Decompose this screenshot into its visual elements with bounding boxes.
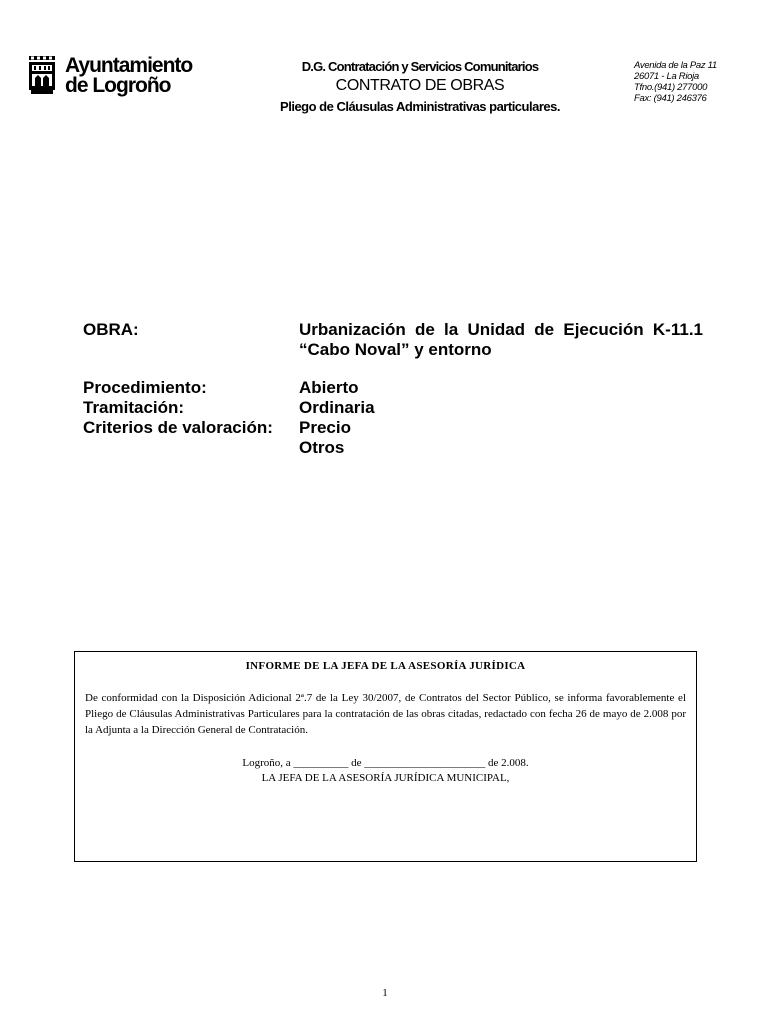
logo xyxy=(27,56,217,100)
department-name: D.G. Contratación y Servicios Comunitarios xyxy=(301,59,539,74)
report-signature: LA JEFA DE LA ASESORÍA JURÍDICA MUNICIPAL, xyxy=(261,772,510,784)
obra-row xyxy=(83,320,703,360)
address-street: Avenida de la Paz 11 xyxy=(634,60,717,71)
report-place-date: Logroño, a __________ de ______________________ de 2.008. xyxy=(242,757,529,769)
contract-type: CONTRATO DE OBRAS xyxy=(335,77,505,94)
report-body: De conformidad con la Disposición Adicional 2ª.7 de la Ley 30/2007, de Contratos del Sector Público, se informa favorablemente el Pliego de Cláusulas Administrativas Particulares para la contratación de las obras citadas, redactado con fecha 26 de mayo de 2.008 por la Adjunta a la Dirección General de Contratación. xyxy=(85,692,686,736)
procedimiento-row xyxy=(83,378,703,398)
obra-label: OBRA: xyxy=(83,320,139,339)
procedimiento-value: Abierto xyxy=(299,378,359,397)
procedimiento-label: Procedimiento: xyxy=(83,378,207,397)
logo-line-1: Ayuntamiento xyxy=(65,54,193,77)
legal-report-box xyxy=(74,651,697,862)
report-title: INFORME DE LA JEFA DE LA ASESORÍA JURÍDICA xyxy=(245,660,526,672)
criterio-precio: Precio xyxy=(299,418,351,437)
logo-line-2: de Logroño xyxy=(65,74,171,97)
tramitacion-label: Tramitación: xyxy=(83,398,185,417)
criterio-otros: Otros xyxy=(299,438,345,457)
criterios-row xyxy=(83,418,703,458)
criterios-label: Criterios de valoración: xyxy=(83,418,273,437)
obra-value: Urbanización de la Unidad de Ejecución K-11.1 “Cabo Noval” y entorno xyxy=(299,320,703,359)
document-title: Pliego de Cláusulas Administrativas particulares. xyxy=(280,99,560,114)
contact-address xyxy=(634,60,717,104)
address-fax: Fax: (941) 246376 xyxy=(634,93,707,104)
address-phone: Tfno.(941) 277000 xyxy=(634,82,708,93)
city-crest-icon xyxy=(27,56,57,96)
address-city: 26071 - La Rioja xyxy=(634,71,699,82)
tramitacion-value: Ordinaria xyxy=(299,398,375,417)
document-header xyxy=(240,58,600,116)
tramitacion-row xyxy=(83,398,703,418)
contract-fields xyxy=(83,320,703,458)
page-number: 1 xyxy=(382,987,388,999)
